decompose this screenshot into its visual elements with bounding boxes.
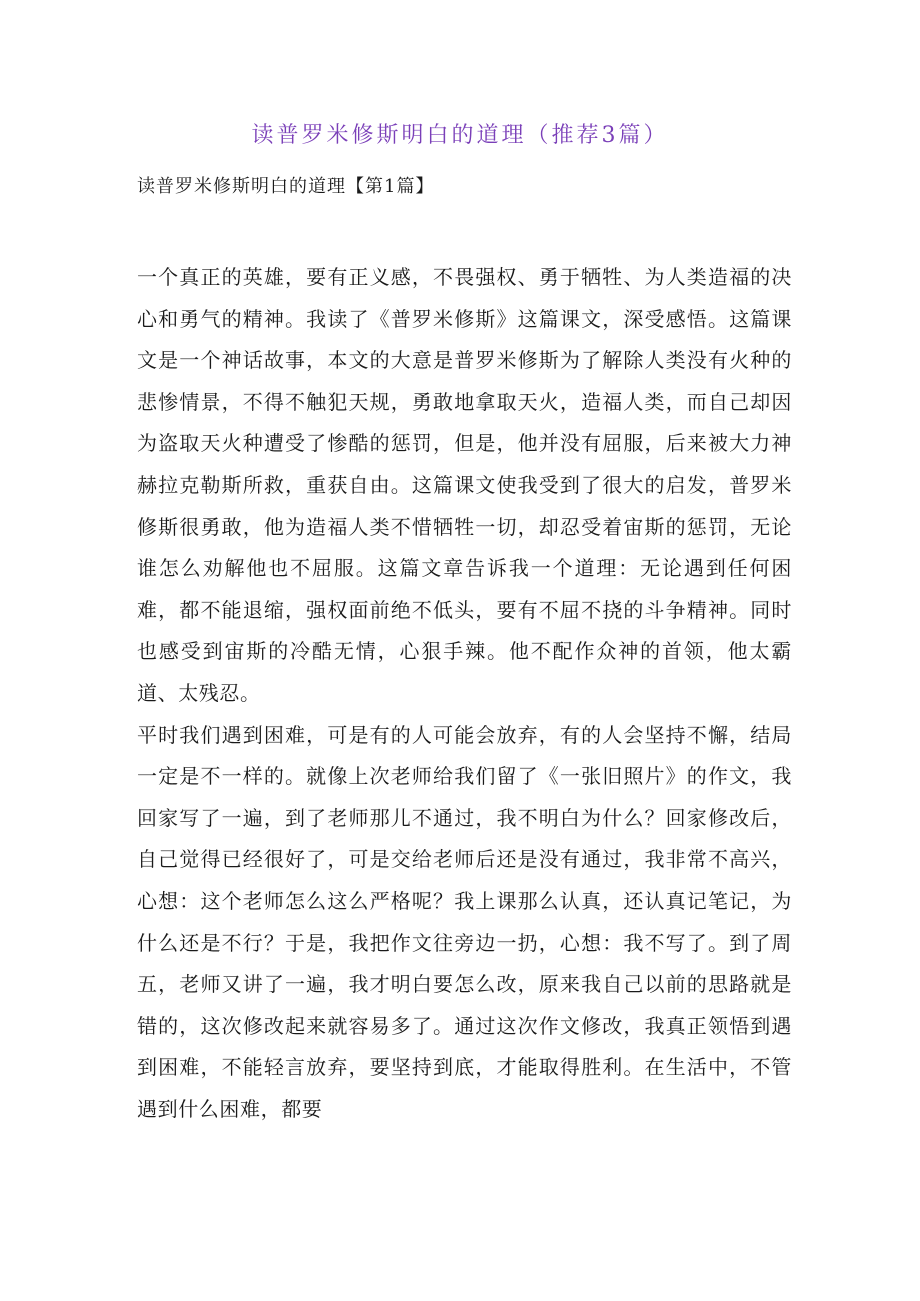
paragraph-1: 一个真正的英雄，要有正义感，不畏强权、勇于牺牲、为人类造福的决心和勇气的精神。我读了《普罗米修斯》这篇课文，深受感悟。这篇课文是一个神话故事，本文的大意是普罗米修斯为了解除人类没有火种的悲惨情景，不得不触犯天规，勇敢地拿取天火，造福人类，而自己却因为盗取天火种遭受了惨酷的惩罚，但是，他并没有屈服，后来被大力神赫拉克勒斯所救，重获自由。这篇课文使我受到了很大的启发，普罗米修斯很勇敢，他为造福人类不惜牺牲一切，却忍受着宙斯的惩罚，无论谁怎么劝解他也不屈服。这篇文章告诉我一个道理：无论遇到任何困难，都不能退缩，强权面前绝不低头，要有不屈不挠的斗争精神。同时也感受到宙斯的冷酷无情，心狠手辣。他不配作众神的首领，他太霸道、太残忍。 xyxy=(137,265,792,705)
document-title: 读普罗米修斯明白的道理（推荐3篇） xyxy=(251,123,669,148)
paragraph-2: 平时我们遇到困难，可是有的人可能会放弃，有的人会坚持不懈，结局一定是不一样的。就像上次老师给我们留了《一张旧照片》的作文，我回家写了一遍，到了老师那儿不通过，我不明白为什么？回家修改后，自己觉得已经很好了，可是交给老师后还是没有通过，我非常不高兴，心想：这个老师怎么这么严格呢？我上课那么认真，还认真记笔记，为什么还是不行？于是，我把作文往旁边一扔，心想：我不写了。到了周五，老师又讲了一遍，我才明白要怎么改，原来我自己以前的思路就是错的，这次修改起来就容易多了。通过这次作文修改，我真正领悟到遇到困难，不能轻言放弃，要坚持到底，才能取得胜利。在生活中，不管遇到什么困难，都要 xyxy=(137,722,792,1121)
section-heading: 读普罗米修斯明白的道理【第1篇】 xyxy=(137,176,435,197)
document-body xyxy=(137,257,792,1130)
